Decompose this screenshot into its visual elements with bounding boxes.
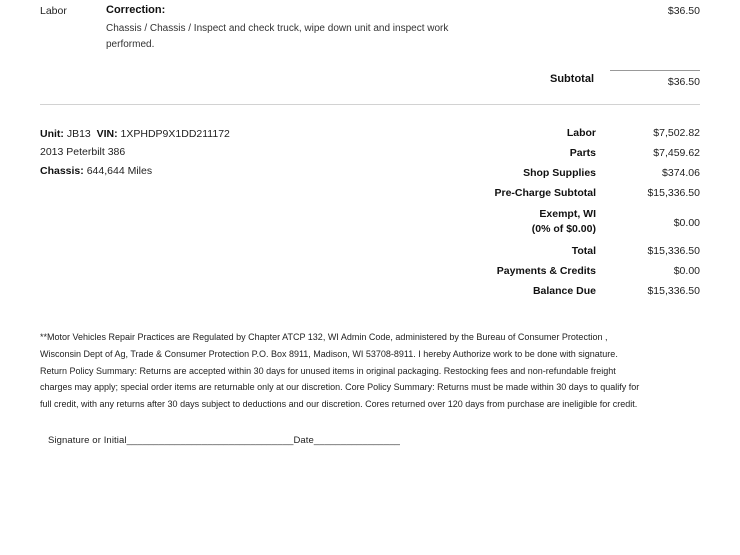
totals-row-balance-due xyxy=(380,281,700,301)
unit-info xyxy=(40,123,230,180)
line-item-row xyxy=(40,0,700,52)
line-item-body xyxy=(106,4,610,52)
legal-line-2: Wisconsin Dept of Ag, Trade & Consumer Protection P.O. Box 8911, Madison, WI 53708-8911. I hereby Authorize work to be done with signature. xyxy=(40,349,618,360)
exempt-label-line1: Exempt, WI xyxy=(539,208,596,220)
legal-line-1: **Motor Vehicles Repair Practices are Regulated by Chapter ATCP 132, WI Admin Code, administered by the Bureau of Consumer Protection , xyxy=(40,332,608,343)
totals-row-pre-charge-subtotal xyxy=(380,183,700,203)
line-item-description: Chassis / Chassis / Inspect and check truck, wipe down unit and inspect work performed. xyxy=(106,23,449,50)
vin-value: 1XPHDP9X1DD211172 xyxy=(120,128,230,140)
signature-line[interactable]: Signature or Initial_______________________________Date________________ xyxy=(48,434,401,446)
totals-value-pre-charge-subtotal: $15,336.50 xyxy=(647,187,700,199)
legal-line-5: full credit, with any returns after 30 days subject to deductions and our discretion. Cores returned over 120 days from purchase are ineligible for credit. xyxy=(40,399,638,409)
unit-line-3 xyxy=(40,162,230,180)
chassis-label: Chassis: xyxy=(40,164,84,177)
totals-section xyxy=(40,123,700,301)
subtotal-value: $36.50 xyxy=(610,70,700,88)
unit-number: JB13 xyxy=(66,128,91,140)
totals-row-labor xyxy=(380,123,700,143)
section-divider xyxy=(40,104,700,105)
legal-disclaimer xyxy=(40,329,690,412)
totals-value-labor: $7,502.82 xyxy=(653,127,700,139)
totals-value-parts: $7,459.62 xyxy=(653,147,700,159)
totals-row-exempt xyxy=(380,203,700,241)
totals-label-labor: Labor xyxy=(566,127,596,139)
totals-label-total: Total xyxy=(571,245,596,258)
subtotal-row xyxy=(40,70,700,88)
exempt-label-line2: (0% of $0.00) xyxy=(531,223,596,236)
totals-value-shop-supplies: $374.06 xyxy=(662,167,700,179)
legal-line-3: Return Policy Summary: Returns are accepted within 30 days for unused items in original packaging. Restocking fees and non-refundable freight xyxy=(40,365,616,376)
totals-row-shop-supplies xyxy=(380,163,700,183)
totals-label-parts: Parts xyxy=(569,147,596,159)
totals-row-total xyxy=(380,241,700,261)
vin-label: VIN: xyxy=(96,128,118,140)
totals-row-payments-credits xyxy=(380,261,700,281)
totals-label-pre-charge-subtotal: Pre-Charge Subtotal xyxy=(494,187,596,199)
subtotal-label: Subtotal xyxy=(550,73,594,85)
unit-line-2: 2013 Peterbilt 386 xyxy=(40,146,126,159)
totals-label-exempt xyxy=(380,203,614,241)
totals-row-parts xyxy=(380,143,700,163)
chassis-value: 644,644 Miles xyxy=(86,164,153,177)
unit-label: Unit: xyxy=(40,128,64,140)
line-item-amount: $36.50 xyxy=(667,5,700,17)
totals-value-balance-due: $15,336.50 xyxy=(647,285,700,298)
totals-value-total: $15,336.50 xyxy=(647,245,700,258)
line-item-type: Labor xyxy=(40,5,67,17)
totals-label-balance-due: Balance Due xyxy=(532,285,596,298)
totals-label-shop-supplies: Shop Supplies xyxy=(523,167,596,179)
unit-line-1 xyxy=(40,125,230,143)
line-item-title: Correction: xyxy=(106,4,166,16)
legal-line-4: charges may apply; special order items are returnable only at our discretion. Core Policy Summary: Returns must be made within 30 days to qualify for xyxy=(40,382,640,393)
totals-label-payments-credits: Payments & Credits xyxy=(496,265,596,278)
totals-table xyxy=(380,123,700,301)
totals-value-payments-credits: $0.00 xyxy=(673,265,700,278)
totals-value-exempt: $0.00 xyxy=(673,217,700,229)
